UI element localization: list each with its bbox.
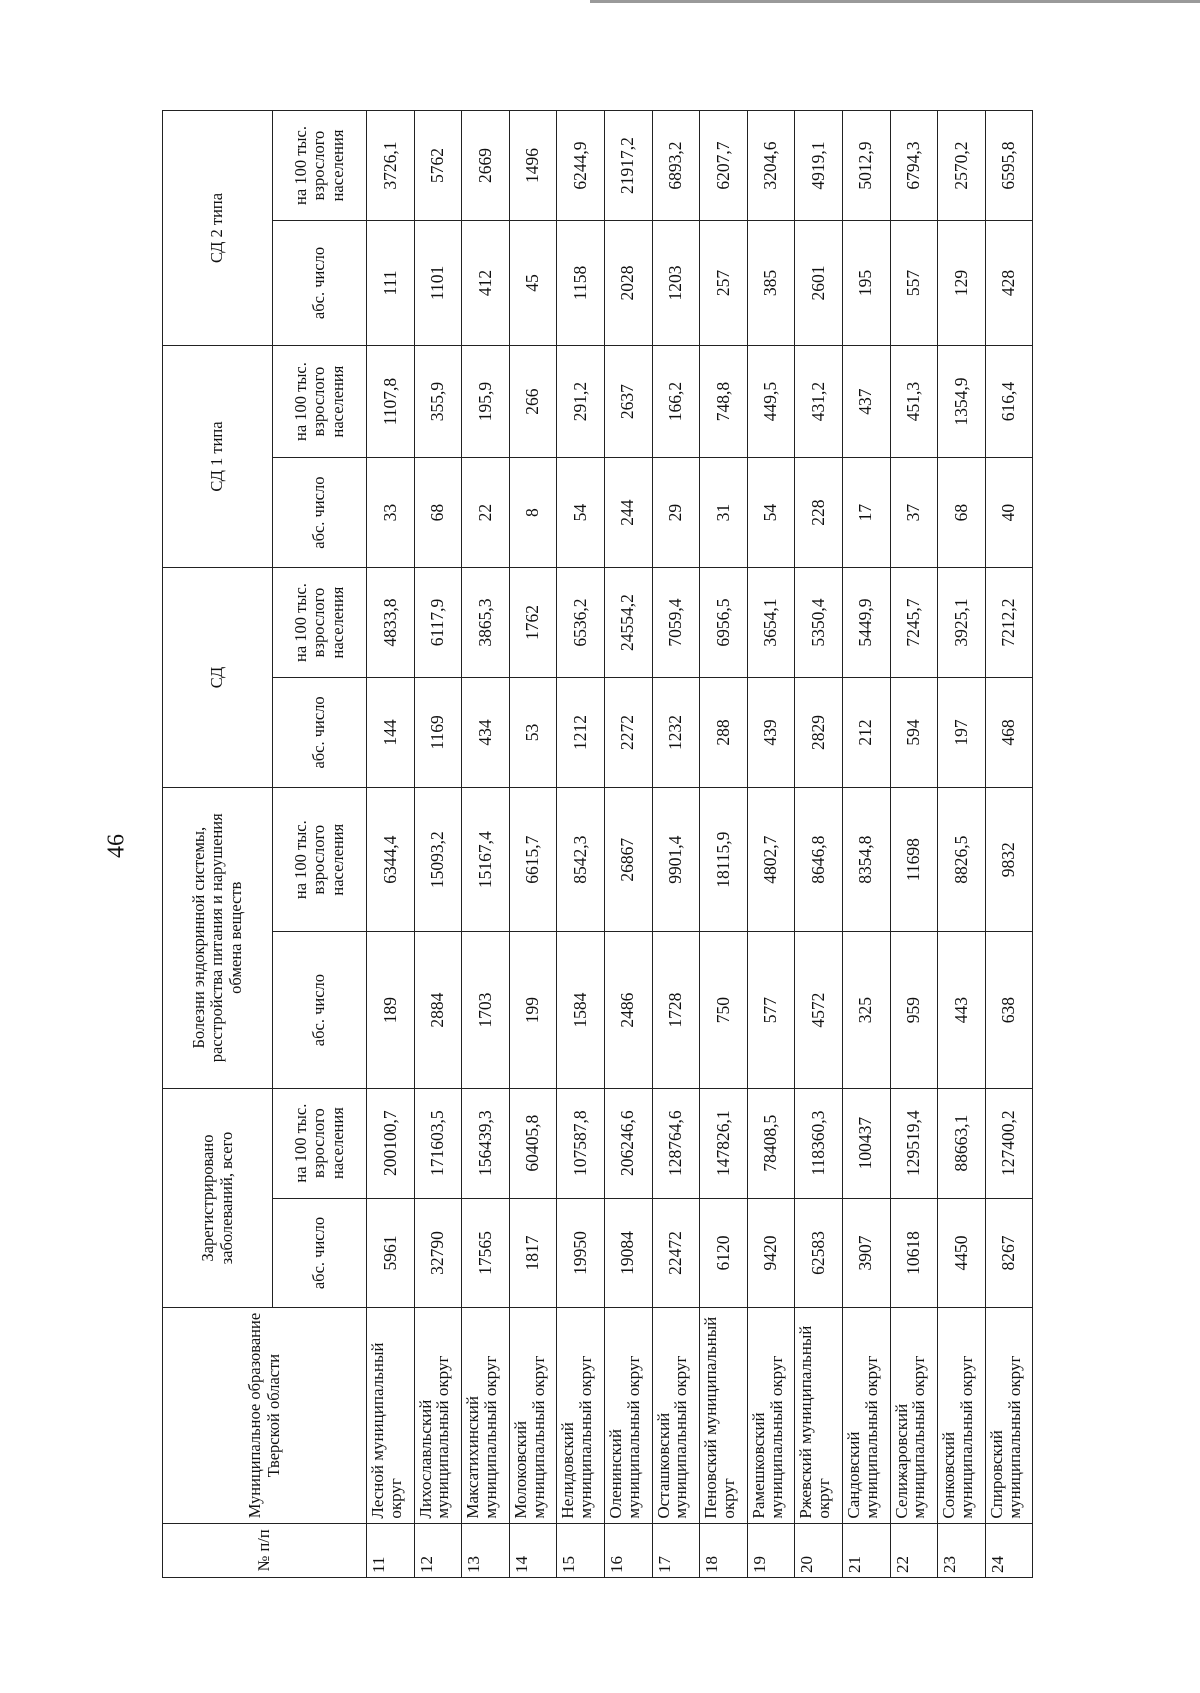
- row-number: 14: [509, 1523, 557, 1577]
- table-row: [557, 111, 605, 1578]
- sd-rate-cell: 6956,5: [700, 568, 748, 678]
- municipality-name: Нелидовский муниципальный округ: [557, 1308, 605, 1523]
- endocrine-abs-cell: 2884: [414, 932, 462, 1088]
- registered-rate-cell: 128764,6: [652, 1088, 700, 1198]
- endocrine-rate-cell: 26867: [604, 787, 652, 932]
- sd2-rate-cell: 2669: [462, 111, 510, 221]
- municipality-name: Рамешковский муниципальный округ: [747, 1308, 795, 1523]
- row-number: 15: [557, 1523, 605, 1577]
- registered-abs-cell: 62583: [795, 1198, 843, 1308]
- endocrine-abs-cell: 1703: [462, 932, 510, 1088]
- table-row: [985, 111, 1033, 1578]
- subheader-rate: на 100 тыс. взрослого населения: [273, 345, 367, 457]
- registered-rate-cell: 107587,8: [557, 1088, 605, 1198]
- page-number: 46: [103, 834, 130, 858]
- table-row: [938, 111, 986, 1578]
- sd1-abs-cell: 68: [414, 458, 462, 568]
- table-row: [747, 111, 795, 1578]
- row-number: 11: [367, 1523, 415, 1577]
- sd2-abs-cell: 428: [985, 221, 1033, 346]
- municipality-name: Осташковский муниципальный округ: [652, 1308, 700, 1523]
- registered-abs-cell: 10618: [890, 1198, 938, 1308]
- endocrine-abs-cell: 443: [938, 932, 986, 1088]
- endocrine-rate-cell: 15093,2: [414, 787, 462, 932]
- row-number: 16: [604, 1523, 652, 1577]
- subheader-rate: на 100 тыс. взрослого населения: [273, 1088, 367, 1198]
- endocrine-rate-cell: 8826,5: [938, 787, 986, 932]
- municipality-name: Оленинский муниципальный округ: [604, 1308, 652, 1523]
- municipality-name: Сандовский муниципальный округ: [842, 1308, 890, 1523]
- endocrine-abs-cell: 1584: [557, 932, 605, 1088]
- sd-abs-cell: 197: [938, 677, 986, 787]
- header-municipality: Муниципальное образование Тверской области: [163, 1308, 367, 1523]
- endocrine-abs-cell: 750: [700, 932, 748, 1088]
- subheader-rate: на 100 тыс. взрослого населения: [273, 568, 367, 678]
- municipality-name: Селижаровский муниципальный округ: [890, 1308, 938, 1523]
- table-row: [367, 111, 415, 1578]
- sd1-rate-cell: 748,8: [700, 345, 748, 457]
- sd1-abs-cell: 33: [367, 458, 415, 568]
- sd1-rate-cell: 2637: [604, 345, 652, 457]
- sd-rate-cell: 4833,8: [367, 568, 415, 678]
- endocrine-abs-cell: 4572: [795, 932, 843, 1088]
- sd2-rate-cell: 3726,1: [367, 111, 415, 221]
- sd2-rate-cell: 21917,2: [604, 111, 652, 221]
- sd1-rate-cell: 195,9: [462, 345, 510, 457]
- row-number: 13: [462, 1523, 510, 1577]
- sd2-rate-cell: 2570,2: [938, 111, 986, 221]
- endocrine-rate-cell: 4802,7: [747, 787, 795, 932]
- sd2-rate-cell: 1496: [509, 111, 557, 221]
- registered-rate-cell: 78408,5: [747, 1088, 795, 1198]
- sd1-abs-cell: 54: [747, 458, 795, 568]
- municipality-name: Максатихинский муниципальный округ: [462, 1308, 510, 1523]
- endocrine-abs-cell: 1728: [652, 932, 700, 1088]
- table-row: [890, 111, 938, 1578]
- row-number: 20: [795, 1523, 843, 1577]
- registered-rate-cell: 206246,6: [604, 1088, 652, 1198]
- sd2-rate-cell: 5762: [414, 111, 462, 221]
- sd2-abs-cell: 412: [462, 221, 510, 346]
- sd-abs-cell: 468: [985, 677, 1033, 787]
- sd1-abs-cell: 29: [652, 458, 700, 568]
- table-row: [604, 111, 652, 1578]
- sd1-rate-cell: 431,2: [795, 345, 843, 457]
- sd2-abs-cell: 2028: [604, 221, 652, 346]
- sd-rate-cell: 6117,9: [414, 568, 462, 678]
- sd1-abs-cell: 228: [795, 458, 843, 568]
- registered-abs-cell: 8267: [985, 1198, 1033, 1308]
- header-sd: СД: [163, 568, 273, 788]
- sd2-rate-cell: 6595,8: [985, 111, 1033, 221]
- municipality-name: Лесной муниципальный округ: [367, 1308, 415, 1523]
- subheader-abs: абс. число: [273, 221, 367, 346]
- registered-rate-cell: 129519,4: [890, 1088, 938, 1198]
- registered-rate-cell: 127400,2: [985, 1088, 1033, 1198]
- registered-rate-cell: 200100,7: [367, 1088, 415, 1198]
- row-number: 18: [700, 1523, 748, 1577]
- sd-abs-cell: 2829: [795, 677, 843, 787]
- sd1-abs-cell: 37: [890, 458, 938, 568]
- sd-abs-cell: 212: [842, 677, 890, 787]
- municipality-name: Лихославльский муниципальный округ: [414, 1308, 462, 1523]
- subheader-rate: на 100 тыс. взрослого населения: [273, 111, 367, 221]
- registered-rate-cell: 118360,3: [795, 1088, 843, 1198]
- sd2-rate-cell: 6794,3: [890, 111, 938, 221]
- sd1-abs-cell: 31: [700, 458, 748, 568]
- registered-abs-cell: 19084: [604, 1198, 652, 1308]
- registered-rate-cell: 171603,5: [414, 1088, 462, 1198]
- sd1-abs-cell: 68: [938, 458, 986, 568]
- header-registered-total: Зарегистрировано заболеваний, всего: [163, 1088, 273, 1308]
- sd1-rate-cell: 166,2: [652, 345, 700, 457]
- endocrine-rate-cell: 11698: [890, 787, 938, 932]
- table-body: [367, 111, 1033, 1578]
- table-row: [795, 111, 843, 1578]
- municipality-name: Пеновский муниципальный округ: [700, 1308, 748, 1523]
- sd2-abs-cell: 111: [367, 221, 415, 346]
- sd1-rate-cell: 355,9: [414, 345, 462, 457]
- table-row: [842, 111, 890, 1578]
- endocrine-rate-cell: 6615,7: [509, 787, 557, 932]
- sd1-rate-cell: 437: [842, 345, 890, 457]
- sd-abs-cell: 53: [509, 677, 557, 787]
- subheader-rate: на 100 тыс. взрослого населения: [273, 787, 367, 932]
- row-number: 12: [414, 1523, 462, 1577]
- sd-abs-cell: 144: [367, 677, 415, 787]
- sd2-abs-cell: 385: [747, 221, 795, 346]
- sd-rate-cell: 24554,2: [604, 568, 652, 678]
- row-number: 21: [842, 1523, 890, 1577]
- rotated-table-area: [162, 110, 1030, 1578]
- sd2-rate-cell: 6893,2: [652, 111, 700, 221]
- sd1-rate-cell: 266: [509, 345, 557, 457]
- sd-abs-cell: 1232: [652, 677, 700, 787]
- sd2-abs-cell: 1158: [557, 221, 605, 346]
- registered-rate-cell: 100437: [842, 1088, 890, 1198]
- header-endocrine: Болезни эндокринной системы, расстройства питания и нарушения обмена веществ: [163, 787, 273, 1088]
- sd-rate-cell: 5449,9: [842, 568, 890, 678]
- sd-abs-cell: 288: [700, 677, 748, 787]
- endocrine-rate-cell: 9901,4: [652, 787, 700, 932]
- sd1-abs-cell: 54: [557, 458, 605, 568]
- table-row: [700, 111, 748, 1578]
- endocrine-rate-cell: 6344,4: [367, 787, 415, 932]
- sd1-rate-cell: 1107,8: [367, 345, 415, 457]
- registered-abs-cell: 1817: [509, 1198, 557, 1308]
- registered-abs-cell: 5961: [367, 1198, 415, 1308]
- registered-abs-cell: 3907: [842, 1198, 890, 1308]
- subheader-abs: абс. число: [273, 458, 367, 568]
- sd1-abs-cell: 8: [509, 458, 557, 568]
- table-row: [652, 111, 700, 1578]
- endocrine-abs-cell: 577: [747, 932, 795, 1088]
- endocrine-rate-cell: 18115,9: [700, 787, 748, 932]
- endocrine-rate-cell: 8542,3: [557, 787, 605, 932]
- registered-rate-cell: 60405,8: [509, 1088, 557, 1198]
- sd2-abs-cell: 195: [842, 221, 890, 346]
- sd-rate-cell: 3925,1: [938, 568, 986, 678]
- sd1-abs-cell: 22: [462, 458, 510, 568]
- sd2-abs-cell: 257: [700, 221, 748, 346]
- sd2-rate-cell: 3204,6: [747, 111, 795, 221]
- registered-abs-cell: 6120: [700, 1198, 748, 1308]
- sd-abs-cell: 1169: [414, 677, 462, 787]
- endocrine-rate-cell: 9832: [985, 787, 1033, 932]
- subheader-abs: абс. число: [273, 932, 367, 1088]
- scan-edge-line: [590, 0, 1200, 3]
- sd2-abs-cell: 1101: [414, 221, 462, 346]
- sd-rate-cell: 5350,4: [795, 568, 843, 678]
- sd2-abs-cell: 1203: [652, 221, 700, 346]
- row-number: 22: [890, 1523, 938, 1577]
- subheader-abs: абс. число: [273, 1198, 367, 1308]
- endocrine-abs-cell: 959: [890, 932, 938, 1088]
- endocrine-abs-cell: 638: [985, 932, 1033, 1088]
- sd-abs-cell: 1212: [557, 677, 605, 787]
- municipality-name: Молоковский муниципальный округ: [509, 1308, 557, 1523]
- sd-abs-cell: 2272: [604, 677, 652, 787]
- row-number: 19: [747, 1523, 795, 1577]
- municipality-name: Ржевский муниципальный округ: [795, 1308, 843, 1523]
- sd2-rate-cell: 4919,1: [795, 111, 843, 221]
- header-num: № п/п: [163, 1523, 367, 1577]
- registered-rate-cell: 147826,1: [700, 1088, 748, 1198]
- sd2-abs-cell: 129: [938, 221, 986, 346]
- sd2-rate-cell: 6244,9: [557, 111, 605, 221]
- sd-rate-cell: 3865,3: [462, 568, 510, 678]
- registered-abs-cell: 22472: [652, 1198, 700, 1308]
- row-number: 24: [985, 1523, 1033, 1577]
- endocrine-abs-cell: 2486: [604, 932, 652, 1088]
- sd2-abs-cell: 45: [509, 221, 557, 346]
- sd2-rate-cell: 6207,7: [700, 111, 748, 221]
- sd-rate-cell: 7212,2: [985, 568, 1033, 678]
- municipality-name: Спировский муниципальный округ: [985, 1308, 1033, 1523]
- endocrine-abs-cell: 325: [842, 932, 890, 1088]
- registered-rate-cell: 88663,1: [938, 1088, 986, 1198]
- sd-abs-cell: 594: [890, 677, 938, 787]
- sd1-rate-cell: 451,3: [890, 345, 938, 457]
- header-sd1: СД 1 типа: [163, 345, 273, 567]
- morbidity-table: [162, 110, 1033, 1578]
- sd2-abs-cell: 557: [890, 221, 938, 346]
- table-row: [414, 111, 462, 1578]
- sd2-rate-cell: 5012,9: [842, 111, 890, 221]
- subheader-abs: абс. число: [273, 677, 367, 787]
- registered-abs-cell: 19950: [557, 1198, 605, 1308]
- sd1-abs-cell: 17: [842, 458, 890, 568]
- registered-rate-cell: 156439,3: [462, 1088, 510, 1198]
- registered-abs-cell: 4450: [938, 1198, 986, 1308]
- row-number: 17: [652, 1523, 700, 1577]
- table-row: [509, 111, 557, 1578]
- sd-rate-cell: 3654,1: [747, 568, 795, 678]
- sd2-abs-cell: 2601: [795, 221, 843, 346]
- endocrine-rate-cell: 8646,8: [795, 787, 843, 932]
- sd-abs-cell: 434: [462, 677, 510, 787]
- registered-abs-cell: 17565: [462, 1198, 510, 1308]
- endocrine-abs-cell: 199: [509, 932, 557, 1088]
- sd-rate-cell: 7245,7: [890, 568, 938, 678]
- sd1-abs-cell: 40: [985, 458, 1033, 568]
- rotated-table-container: [162, 110, 1030, 1578]
- header-sd2: СД 2 типа: [163, 111, 273, 346]
- sd-rate-cell: 6536,2: [557, 568, 605, 678]
- sd1-rate-cell: 449,5: [747, 345, 795, 457]
- sd-abs-cell: 439: [747, 677, 795, 787]
- registered-abs-cell: 9420: [747, 1198, 795, 1308]
- row-number: 23: [938, 1523, 986, 1577]
- endocrine-rate-cell: 15167,4: [462, 787, 510, 932]
- sd1-rate-cell: 616,4: [985, 345, 1033, 457]
- municipality-name: Сонковский муниципальный округ: [938, 1308, 986, 1523]
- table-row: [462, 111, 510, 1578]
- sd1-abs-cell: 244: [604, 458, 652, 568]
- sd-rate-cell: 7059,4: [652, 568, 700, 678]
- registered-abs-cell: 32790: [414, 1198, 462, 1308]
- sd1-rate-cell: 291,2: [557, 345, 605, 457]
- endocrine-rate-cell: 8354,8: [842, 787, 890, 932]
- sd1-rate-cell: 1354,9: [938, 345, 986, 457]
- endocrine-abs-cell: 189: [367, 932, 415, 1088]
- sd-rate-cell: 1762: [509, 568, 557, 678]
